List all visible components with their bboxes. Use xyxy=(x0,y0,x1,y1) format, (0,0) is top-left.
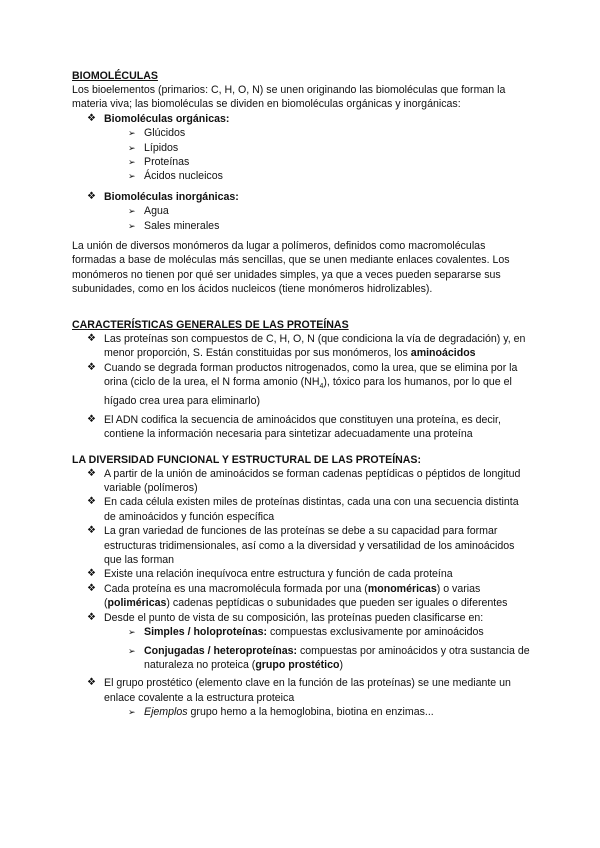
item-text: ) cadenas peptídicas o subunidades que pueden ser iguales o diferentes xyxy=(166,597,508,610)
subscript: 4 xyxy=(319,383,324,391)
list-item xyxy=(72,524,532,567)
polymer-paragraph: La unión de diversos monómeros da lugar a polímeros, definidos como macromoléculas formadas a base de moléculas más sencillas, que se unen mediante enlaces covalentes. Los monómeros no tienen por qué ser unidades simples, ya que a veces pueden separarse sus subunidades, como en los ácidos nucleicos (tiene monómeros hidrolizables). xyxy=(72,240,510,296)
item-text: Existe una relación inequívoca entre estructura y función de cada proteína xyxy=(104,568,453,581)
item-bold-term: aminoácidos xyxy=(410,347,476,360)
item-text: Ácidos nucleicos xyxy=(144,170,223,183)
item-text: La gran variedad de funciones de las proteínas se debe a su capacidad para formar estructuras tridimensionales, así como a la diversidad y versatilidad de los aminoácidos que las forman xyxy=(104,525,515,567)
section-title-caracteristicas: CARACTERÍSTICAS GENERALES DE LAS PROTEÍNAS xyxy=(72,318,349,331)
item-text: compuestas por aminoácidos y otra sustancia de naturaleza no proteica ( xyxy=(144,644,530,671)
item-text: Agua xyxy=(144,205,169,218)
list-item xyxy=(72,567,532,581)
section-title-diversidad: LA DIVERSIDAD FUNCIONAL Y ESTRUCTURAL DE LAS PROTEÍNAS: xyxy=(72,453,422,466)
item-text: compuestas exclusivamente por aminoácidos xyxy=(267,626,484,639)
item-text: Lípidos xyxy=(144,141,179,154)
diamond-bullet-icon: ❖ xyxy=(87,361,96,373)
arrow-bullet-icon: ➢ xyxy=(128,206,136,217)
list-item xyxy=(72,676,532,705)
inorganic-list xyxy=(72,204,532,233)
item-bold-term: grupo prostético xyxy=(255,658,340,671)
list-item xyxy=(72,219,532,233)
diamond-bullet-icon: ❖ xyxy=(87,112,96,124)
diamond-bullet-icon: ❖ xyxy=(87,467,96,479)
list-item xyxy=(72,126,532,140)
item-text: Sales minerales xyxy=(144,219,220,232)
item-text: ) xyxy=(339,658,344,671)
item-text: Proteínas xyxy=(144,156,190,169)
diamond-bullet-icon: ❖ xyxy=(87,332,96,344)
intro-paragraph: Los bioelementos (primarios: C, H, O, N) se unen originando las biomoléculas que forman la materia viva; las biomoléculas se dividen en biomoléculas orgánicas y inorgánicas: xyxy=(72,84,506,111)
sub-list-item xyxy=(72,644,532,673)
item-bold-term: Simples / holoproteínas: xyxy=(144,626,268,639)
item-text: ) o varias ( xyxy=(104,582,481,610)
item-text: A partir de la unión de aminoácidos se forman cadenas peptídicas o péptidos de longitud variable (polímeros) xyxy=(104,467,521,495)
diamond-bullet-icon: ❖ xyxy=(87,190,96,202)
list-item xyxy=(72,611,532,625)
arrow-bullet-icon: ➢ xyxy=(128,142,136,153)
list-item xyxy=(72,582,532,611)
item-text: Desde el punto de vista de su composición, las proteínas pueden clasificarse en: xyxy=(104,611,484,624)
item-text: grupo hemo a la hemoglobina, biotina en enzimas... xyxy=(187,706,434,719)
inorganic-label: Biomoléculas inorgánicas: xyxy=(104,190,239,203)
list-item xyxy=(72,204,532,218)
diamond-bullet-icon: ❖ xyxy=(87,582,96,594)
section-title-biomoleculas: BIOMOLÉCULAS xyxy=(72,70,158,82)
list-item xyxy=(72,495,532,524)
item-text: ), tóxico para los humanos, por lo que el hígado crea urea para eliminarlo) xyxy=(104,375,512,408)
sub-list-item xyxy=(72,625,532,639)
item-italic-term: Ejemplos xyxy=(144,706,188,719)
item-bold-term: poliméricas xyxy=(107,597,167,610)
list-item xyxy=(72,467,532,496)
list-item xyxy=(72,332,532,361)
diamond-bullet-icon: ❖ xyxy=(87,496,96,508)
item-text: Glúcidos xyxy=(144,127,186,140)
arrow-bullet-icon: ➢ xyxy=(128,220,136,231)
list-item xyxy=(72,155,532,169)
item-bold-term: monoméricas xyxy=(367,582,437,595)
diamond-bullet-icon: ❖ xyxy=(87,611,96,623)
diamond-bullet-icon: ❖ xyxy=(87,677,96,689)
item-text: Cuando se degrada forman productos nitrogenados, como la urea, que se elimina por la orina (ciclo de la urea, el N forma amonio (NH xyxy=(104,361,518,388)
item-text: Cada proteína es una macromolécula formada por una ( xyxy=(104,582,368,595)
item-text: El ADN codifica la secuencia de aminoácidos que constituyen una proteína, es decir, contiene la información necesaria para sintetizar adecuadamente una proteína xyxy=(104,413,501,441)
diamond-bullet-icon: ❖ xyxy=(87,525,96,537)
bullet-inorganic xyxy=(72,190,532,204)
document-page xyxy=(72,70,532,720)
diamond-bullet-icon: ❖ xyxy=(87,413,96,425)
arrow-bullet-icon: ➢ xyxy=(128,157,136,168)
list-item xyxy=(72,413,532,442)
bullet-organic xyxy=(72,112,532,126)
arrow-bullet-icon: ➢ xyxy=(128,645,136,656)
arrow-bullet-icon: ➢ xyxy=(128,128,136,139)
item-text: El grupo prostético (elemento clave en la función de las proteínas) se une mediante un enlace covalente a la estructura proteica xyxy=(104,677,511,704)
arrow-bullet-icon: ➢ xyxy=(128,707,136,718)
item-bold-term: Conjugadas / heteroproteínas: xyxy=(144,644,298,657)
arrow-bullet-icon: ➢ xyxy=(128,171,136,182)
organic-label: Biomoléculas orgánicas: xyxy=(104,112,230,125)
item-text: En cada célula existen miles de proteínas distintas, cada una con una secuencia distinta de aminoácidos y función específica xyxy=(104,496,519,523)
list-item xyxy=(72,141,532,155)
list-item xyxy=(72,169,532,183)
item-text: Las proteínas son compuestos de C, H, O, N (que condiciona la vía de degradación) y, en menor proporción, S. Están constituidas por sus monómeros, los xyxy=(104,332,526,360)
diamond-bullet-icon: ❖ xyxy=(87,568,96,580)
arrow-bullet-icon: ➢ xyxy=(128,627,136,638)
list-item xyxy=(72,361,532,409)
sub-list-item xyxy=(72,705,532,719)
organic-list xyxy=(72,126,532,184)
